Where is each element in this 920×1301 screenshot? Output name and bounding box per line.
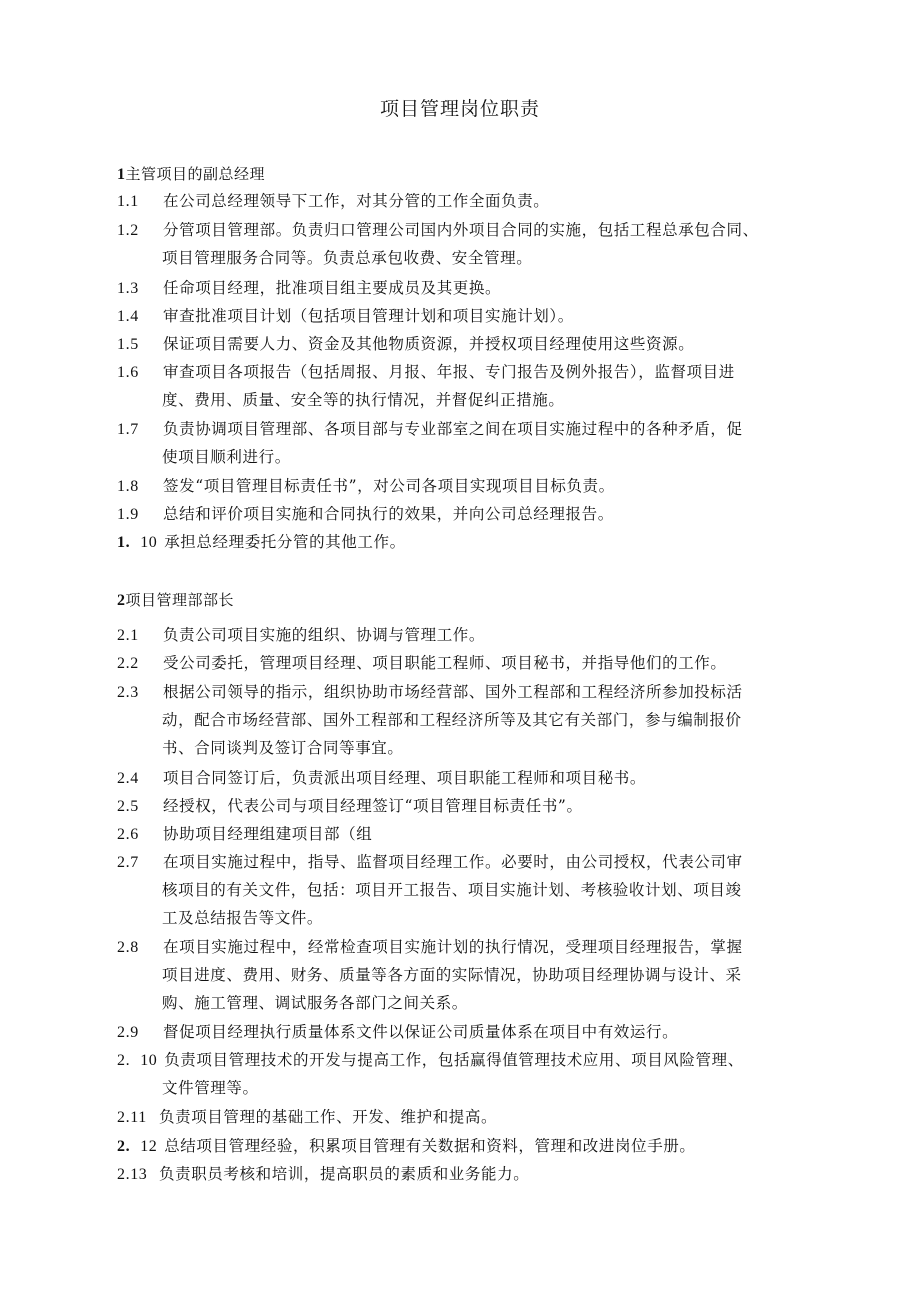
list-item-1-1: 1.1 在公司总经理领导下工作，对其分管的工作全面负责。: [117, 192, 550, 210]
section-number: 2: [117, 592, 126, 609]
list-item-2-7: 2.7 在项目实施过程中，指导、监督项目经理工作。必要时，由公司授权，代表公司审: [117, 853, 743, 871]
list-item-1-5: 1.5 保证项目需要人力、资金及其他物质资源，并授权项目经理使用这些资源。: [117, 335, 695, 353]
list-item-continuation: 核项目的有关文件，包括：项目开工报告、项目实施计划、考核验收计划、项目竣: [162, 881, 742, 899]
list-item-2-3: 2.3 根据公司领导的指示，组织协助市场经营部、国外工程部和工程经济所参加投标活: [117, 683, 743, 701]
section-title: 主管项目的副总经理: [125, 165, 266, 183]
list-item-1-7: 1.7 负责协调项目管理部、各项目部与专业部室之间在项目实施过程中的各种矛盾，促: [117, 420, 743, 438]
section-heading-2: [117, 589, 234, 610]
list-item-continuation: 项目管理服务合同等。负责总承包收费、安全管理。: [162, 249, 533, 267]
document-title: 项目管理岗位职责: [379, 98, 540, 120]
list-item-2-11: 2.11 负责项目管理的基础工作、开发、维护和提高。: [117, 1108, 498, 1126]
list-item-1-9: 1.9 总结和评价项目实施和合同执行的效果，并向公司总经理报告。: [117, 505, 614, 523]
list-item-1-2: 1.2 分管项目管理部。负责归口管理公司国内外项目合同的实施，包括工程总承包合同、: [117, 221, 759, 239]
list-item-2-4: 2.4 项目合同签订后，负责派出项目经理、项目职能工程师和项目秘书。: [117, 769, 647, 787]
list-item-2-12: 2. 12 总结项目管理经验，积累项目管理有关数据和资料，管理和改进岗位手册。: [117, 1137, 696, 1155]
list-item-2-2: 2.2 受公司委托，管理项目经理、项目职能工程师、项目秘书，并指导他们的工作。: [117, 654, 727, 672]
list-item-2-1: 2.1 负责公司项目实施的组织、协调与管理工作。: [117, 626, 486, 644]
list-item-continuation: 动，配合市场经营部、国外工程部和工程经济所等及其它有关部门，参与编制报价: [162, 711, 742, 729]
list-item-1-3: 1.3 任命项目经理，批准项目组主要成员及其更换。: [117, 279, 502, 297]
list-item-1-10: 1. 10 承担总经理委托分管的其他工作。: [117, 533, 406, 551]
list-item-2-6: 2.6 协助项目经理组建项目部（组: [117, 825, 373, 843]
list-item-continuation: 项目进度、费用、财务、质量等各方面的实际情况，协助项目经理协调与设计、采: [162, 966, 742, 984]
list-item-continuation: 度、费用、质量、安全等的执行情况，并督促纠正措施。: [162, 391, 565, 409]
list-item-2-10: 2. 10 负责项目管理技术的开发与提高工作，包括赢得值管理技术应用、项目风险管理、: [117, 1051, 744, 1069]
list-item-1-4: 1.4 审查批准项目计划（包括项目管理计划和项目实施计划）。: [117, 307, 574, 325]
list-item-2-9: 2.9 督促项目经理执行质量体系文件以保证公司质量体系在项目中有效运行。: [117, 1023, 679, 1041]
list-item-1-8: 1.8 签发“项目管理目标责任书”，对公司各项目实现项目目标负责。: [117, 477, 615, 495]
list-item-continuation: 购、施工管理、调试服务各部门之间关系。: [162, 994, 468, 1012]
section-number: 1: [117, 166, 126, 183]
section-title: 项目管理部部长: [125, 591, 235, 609]
section-heading-1: [117, 163, 265, 184]
list-item-continuation: 文件管理等。: [162, 1079, 259, 1097]
list-item-continuation: 书、合同谈判及签订合同等事宜。: [162, 739, 404, 757]
list-item-1-6: 1.6 审查项目各项报告（包括周报、月报、年报、专门报告及例外报告），监督项目进: [117, 363, 735, 381]
list-item-continuation: 使项目顺利进行。: [162, 448, 291, 466]
list-item-2-8: 2.8 在项目实施过程中，经常检查项目实施计划的执行情况，受理项目经理报告，掌握: [117, 938, 743, 956]
list-item-continuation: 工及总结报告等文件。: [162, 909, 324, 927]
list-item-2-13: 2.13 负责职员考核和培训，提高职员的素质和业务能力。: [117, 1165, 530, 1183]
list-item-2-5: 2.5 经授权，代表公司与项目经理签订“项目管理目标责任书”。: [117, 797, 583, 815]
